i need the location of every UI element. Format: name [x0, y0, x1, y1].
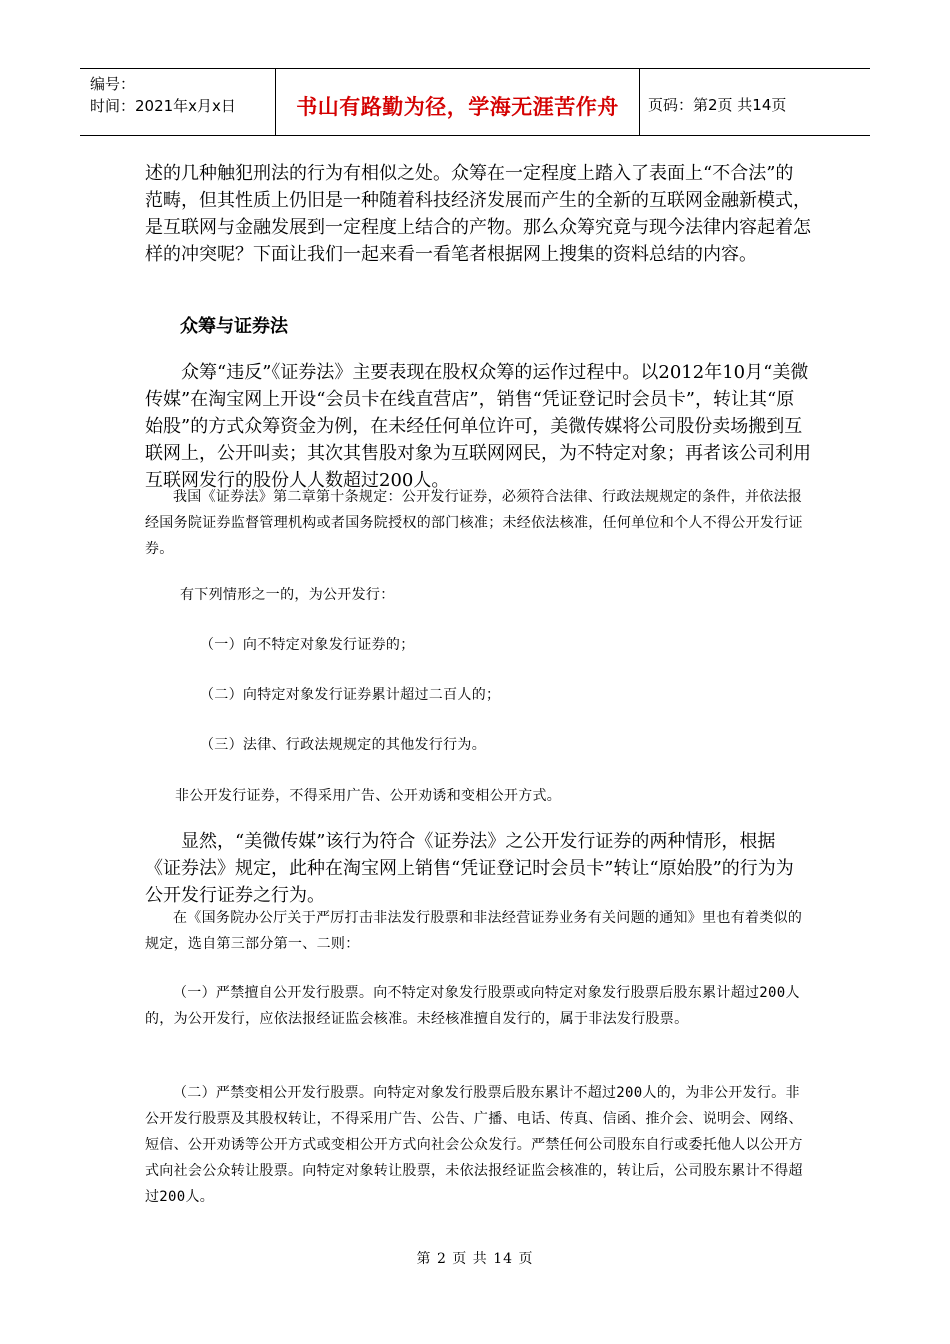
quote-rule-1: （一）严禁擅自公开发行股票。向不特定对象发行股票或向特定对象发行股票后股东累计超过200人的，为公开发行，应依法报经证监会核准。未经核准擅自发行的，属于非法发行股票。 [145, 985, 800, 1027]
page-header [80, 68, 870, 136]
doc-number-label: 编号： [90, 75, 136, 93]
quote-public-issue: 有下列情形之一的，为公开发行： [180, 587, 395, 603]
quote-non-public: 非公开发行证券，不得采用广告、公开劝诱和变相公开方式。 [175, 788, 562, 804]
header-page-info: 页码：第2页 共14页 [648, 95, 787, 114]
paragraph-case: 众筹“违反”《证券法》主要表现在股权众筹的运作过程中。以2012年10月“美微传媒”在淘宝网上开设“会员卡在线直营店”，销售“凭证登记时会员卡”，转让其“原始股”的方式众筹资金为例，在未经任何单位许可，美微传媒将公司股份卖场搬到互联网上，公开叫卖；其次其售股对象为互联网网民，为不特定对象；再者该公司利用互联网发行的股份人人数超过200人。 [145, 362, 811, 491]
header-motto-cell [276, 69, 640, 135]
header-motto: 书山有路勤为径，学海无涯苦作舟 [296, 95, 619, 119]
date-line: 时间：2021年x月x日 [90, 97, 236, 115]
quote-item-1: （一）向不特定对象发行证券的； [200, 637, 415, 653]
quote-state-council: 在《国务院办公厅关于严厉打击非法发行股票和非法经营证券业务有关问题的通知》里也有着类似的规定，选自第三部分第一、二则： [145, 910, 803, 952]
quote-securities-law: 我国《证券法》第二章第十条规定：公开发行证券，必须符合法律、行政法规规定的条件，并依法报经国务院证券监督管理机构或者国务院授权的部门核准；未经依法核准，任何单位和个人不得公开发行证券。 [145, 489, 803, 557]
quote-item-3: （三）法律、行政法规规定的其他发行行为。 [200, 737, 486, 753]
section-heading: 众筹与证券法 [180, 316, 288, 337]
page-footer: 第 2 页 共 14 页 [416, 1251, 534, 1267]
quote-rule-2: （二）严禁变相公开发行股票。向特定对象发行股票后股东累计不超过200人的，为非公开发行。非公开发行股票及其股权转让，不得采用广告、公告、广播、电话、传真、信函、推介会、说明会、网络、短信、公开劝诱等公开方式或变相公开方式向社会公众发行。严禁任何公司股东自行或委托他人以公开方式向社会公众转让股票。向特定对象转让股票，未依法报经证监会核准的，转让后，公司股东累计不得超过200人。 [145, 1085, 803, 1205]
header-left-cell [80, 69, 276, 135]
paragraph-intro: 述的几种触犯刑法的行为有相似之处。众筹在一定程度上踏入了表面上“不合法”的范畴，但其性质上仍旧是一种随着科技经济发展而产生的全新的互联网金融新模式，是互联网与金融发展到一定程度上结合的产物。那么众筹究竟与现今法律内容起着怎样的冲突呢？下面让我们一起来看一看笔者根据网上搜集的资料总结的内容。 [145, 163, 811, 265]
paragraph-conclusion: 显然，“美微传媒”该行为符合《证券法》之公开发行证券的两种情形，根据《证券法》规定，此种在淘宝网上销售“凭证登记时会员卡”转让“原始股”的行为为公开发行证券之行为。 [145, 831, 794, 906]
quote-item-2: （二）向特定对象发行证券累计超过二百人的； [200, 687, 501, 703]
header-page-cell [640, 69, 870, 135]
